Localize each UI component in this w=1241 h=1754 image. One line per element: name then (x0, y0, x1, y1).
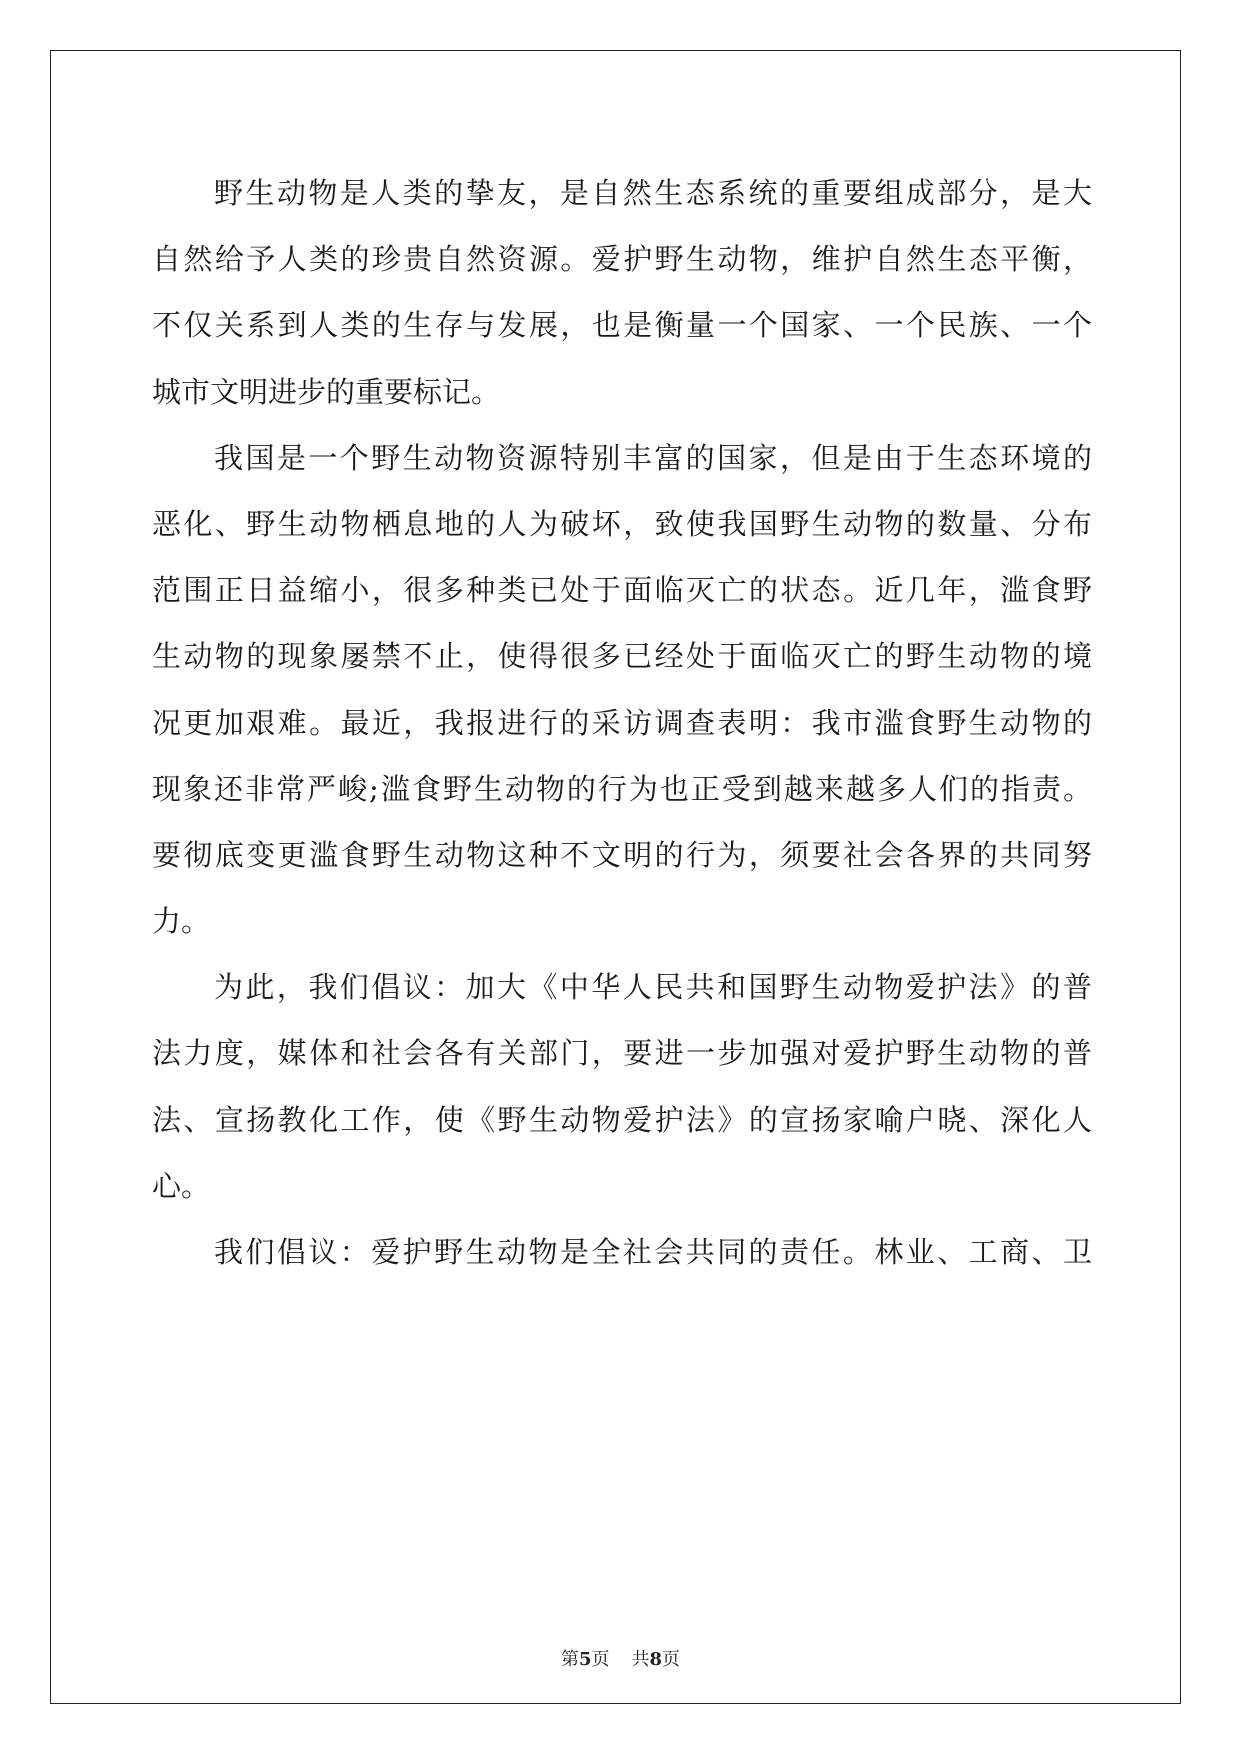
text-line: 生动物的现象屡禁不止，使得很多已经处于面临灭亡的野生动物的境 (152, 639, 1092, 674)
text-line: 法、宣扬教化工作，使《野生动物爱护法》的宣扬家喻户晓、深化人 (152, 1102, 1092, 1137)
footer-total-pages: 8 (649, 1649, 663, 1670)
text-line: 力。 (152, 904, 211, 939)
text-line: 恶化、野生动物栖息地的人为破坏，致使我国野生动物的数量、分布 (152, 506, 1092, 541)
text-line: 法力度，媒体和社会各有关部门，要进一步加强对爱护野生动物的普 (152, 1036, 1092, 1071)
footer-prefix-page: 第 (560, 1649, 579, 1670)
footer-suffix-page: 页 (591, 1649, 610, 1670)
text-line: 城市文明进步的重要标记。 (152, 374, 501, 409)
document-body (152, 160, 1092, 1285)
footer-page-number: 5 (578, 1649, 592, 1670)
text-line: 现象还非常严峻;滥食野生动物的行为也正受到越来越多人们的指责。 (152, 771, 1092, 806)
text-line: 要彻底变更滥食野生动物这种不文明的行为，须要社会各界的共同努 (152, 837, 1092, 872)
text-line: 我们倡议：爱护野生动物是全社会共同的责任。林业、工商、卫 (214, 1235, 1092, 1269)
text-line: 不仅关系到人类的生存与发展，也是衡量一个国家、一个民族、一个 (152, 308, 1092, 343)
text-line: 自然给予人类的珍贵自然资源。爱护野生动物，维护自然生态平衡， (152, 242, 1092, 277)
footer-suffix-total: 页 (662, 1649, 681, 1670)
text-line: 况更加艰难。最近，我报进行的采访调查表明：我市滥食野生动物的 (152, 705, 1092, 740)
text-line: 为此，我们倡议：加大《中华人民共和国野生动物爱护法》的普 (214, 970, 1092, 1005)
text-line: 范围正日益缩小，很多种类已处于面临灭亡的状态。近几年，滥食野 (152, 573, 1092, 608)
page-footer (0, 1645, 1241, 1671)
footer-prefix-total: 共 (631, 1649, 650, 1670)
text-line: 我国是一个野生动物资源特别丰富的国家，但是由于生态环境的 (214, 440, 1092, 475)
text-line: 心。 (152, 1168, 211, 1203)
text-line: 野生动物是人类的挚友，是自然生态系统的重要组成部分，是大 (214, 176, 1092, 210)
